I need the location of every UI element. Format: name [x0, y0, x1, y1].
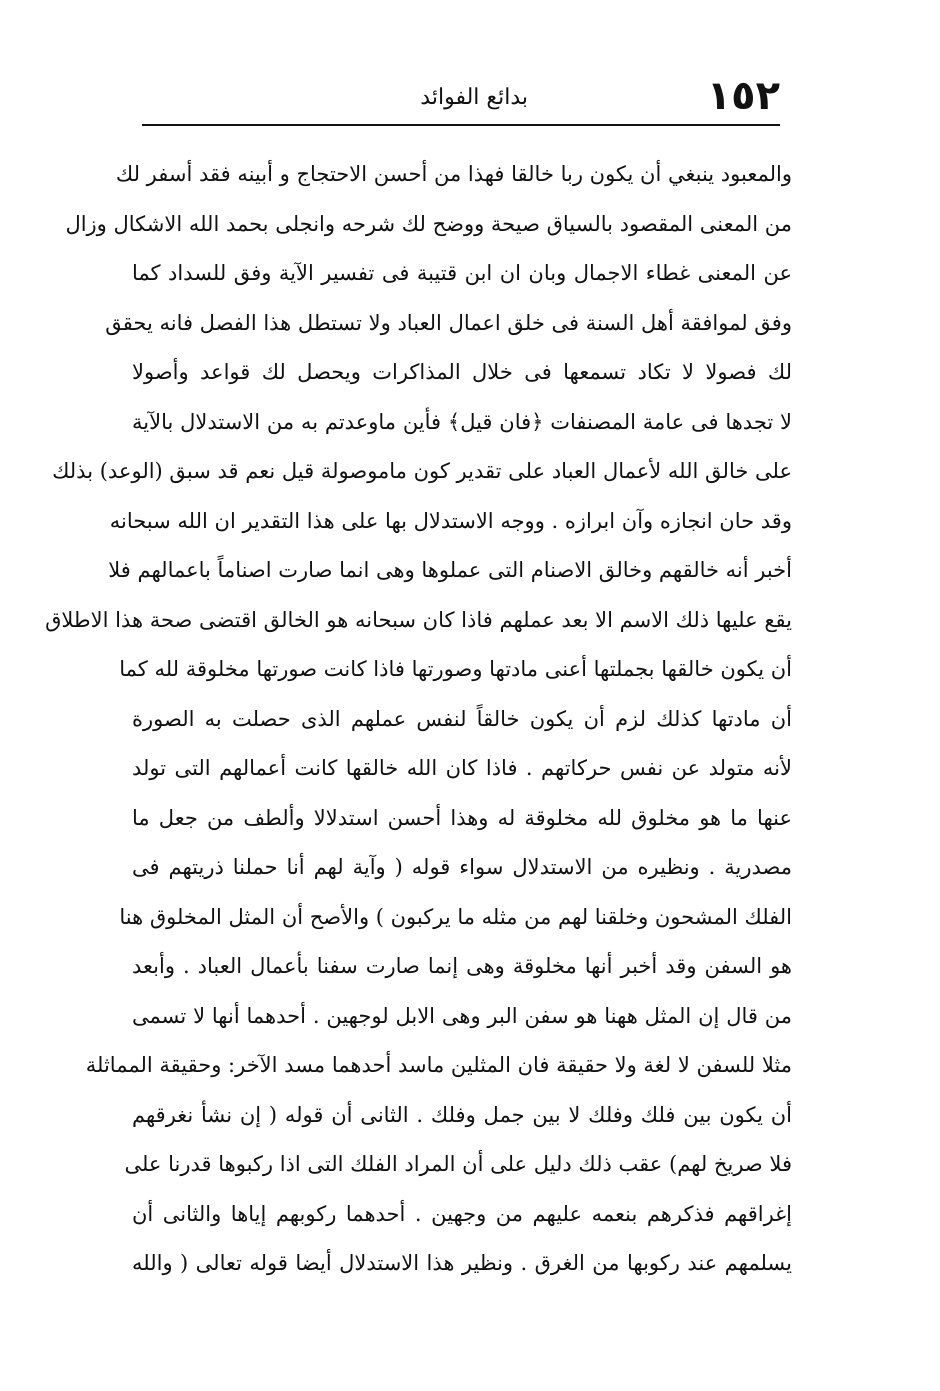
- text-line: عن المعنى غطاء الاجمال وبان ان ابن قتيبة فى تفسير الآية وفق للسداد كما: [132, 261, 792, 285]
- text-line: أن يكون بين فلك وفلك لا بين جمل وفلك . الثانى أن قوله ( إن نشأ نغرقهم: [132, 1102, 792, 1127]
- text-line: فلا صريخ لهم) عقب ذلك دليل على أن المراد الفلك التى اذا ركبوها قدرنا على: [124, 1152, 792, 1176]
- text-line: لأنه متولد عن نفس حركاتهم . فاذا كان الله خالقها كانت أعمالهم التى تولد: [132, 756, 792, 780]
- text-line: والمعبود ينبغي أن يكون ربا خالقا فهذا من أحسن الاحتجاج و أبينه فقد أسفر لك: [115, 162, 792, 186]
- page-number: ١٥٢: [706, 73, 780, 119]
- running-title: بدائع الفوائد: [420, 85, 528, 110]
- text-line: يقع عليها ذلك الاسم الا بعد عملهم فاذا كان سبحانه هو الخالق اقتضى صحة هذا الاطلاق: [45, 607, 792, 632]
- text-line: أن يكون خالقها بجملتها أعنى مادتها وصورتها فاذا كانت صورتها مخلوقة لله كما: [119, 657, 792, 681]
- header-rule: [142, 124, 780, 126]
- text-line: يسلمهم عند ركوبها من الغرق . ونظير هذا الاستدلال أيضا قوله تعالى ( والله: [132, 1251, 792, 1275]
- text-line: إغراقهم فذكرهم بنعمه عليهم من وجهين . أحدهما ركوبهم إياها والثانى أن: [132, 1201, 792, 1226]
- text-line: على خالق الله لأعمال العباد على تقدير كون ماموصولة قيل نعم قد سبق (الوعد) بذلك: [52, 459, 792, 483]
- text-line: لا تجدها فى عامة المصنفات ﴿فان قيل﴾ فأين ماوعدتم به من الاستدلال بالآية: [132, 409, 792, 434]
- text-line: أن مادتها كذلك لزم أن يكون خالقاً لنفس عملهم الذى حصلت به الصورة: [132, 706, 792, 731]
- text-line: مثلا للسفن لا لغة ولا حقيقة فان المثلين ماسد أحدهما مسد الآخر: وحقيقة المماثلة: [85, 1053, 792, 1077]
- text-line: عنها ما هو مخلوق لله مخلوقة له وهذا أحسن استدلالا وألطف من جعل ما: [132, 805, 792, 830]
- body-text: [45, 150, 792, 1289]
- text-line: لك فصولا لا تكاد تسمعها فى خلال المذاكرات ويحصل لك قواعد وأصولا: [132, 360, 792, 384]
- text-line: وقد حان انجازه وآن ابرازه . ووجه الاستدلال بها على هذا التقدير ان الله سبحانه: [109, 508, 792, 533]
- text-line: مصدرية . ونظيره من الاستدلال سواء قوله ( وآية لهم أنا حملنا ذريتهم فى: [132, 855, 792, 879]
- text-line: من المعنى المقصود بالسياق صيحة ووضح لك شرحه وانجلى بحمد الله الاشكال وزال: [65, 211, 792, 236]
- text-line: من قال إن المثل ههنا هو سفن البر وهى الابل لوجهين . أحدهما أنها لا تسمى: [132, 1003, 792, 1028]
- text-line: أخبر أنه خالقهم وخالق الاصنام التى عملوها وهى انما صارت اصناماً باعمالهم فلا: [108, 558, 792, 582]
- text-line: هو السفن وقد أخبر أنها مخلوقة وهى إنما صارت سفنا بأعمال العباد . وأبعد: [132, 954, 792, 978]
- text-line: وفق لموافقة أهل السنة فى خلق اعمال العباد ولا تستطل هذا الفصل فانه يحقق: [105, 310, 792, 335]
- text-line: الفلك المشحون وخلقنا لهم من مثله ما يركبون ) والأصح أن المثل المخلوق هنا: [119, 904, 792, 929]
- page-header: [140, 70, 780, 126]
